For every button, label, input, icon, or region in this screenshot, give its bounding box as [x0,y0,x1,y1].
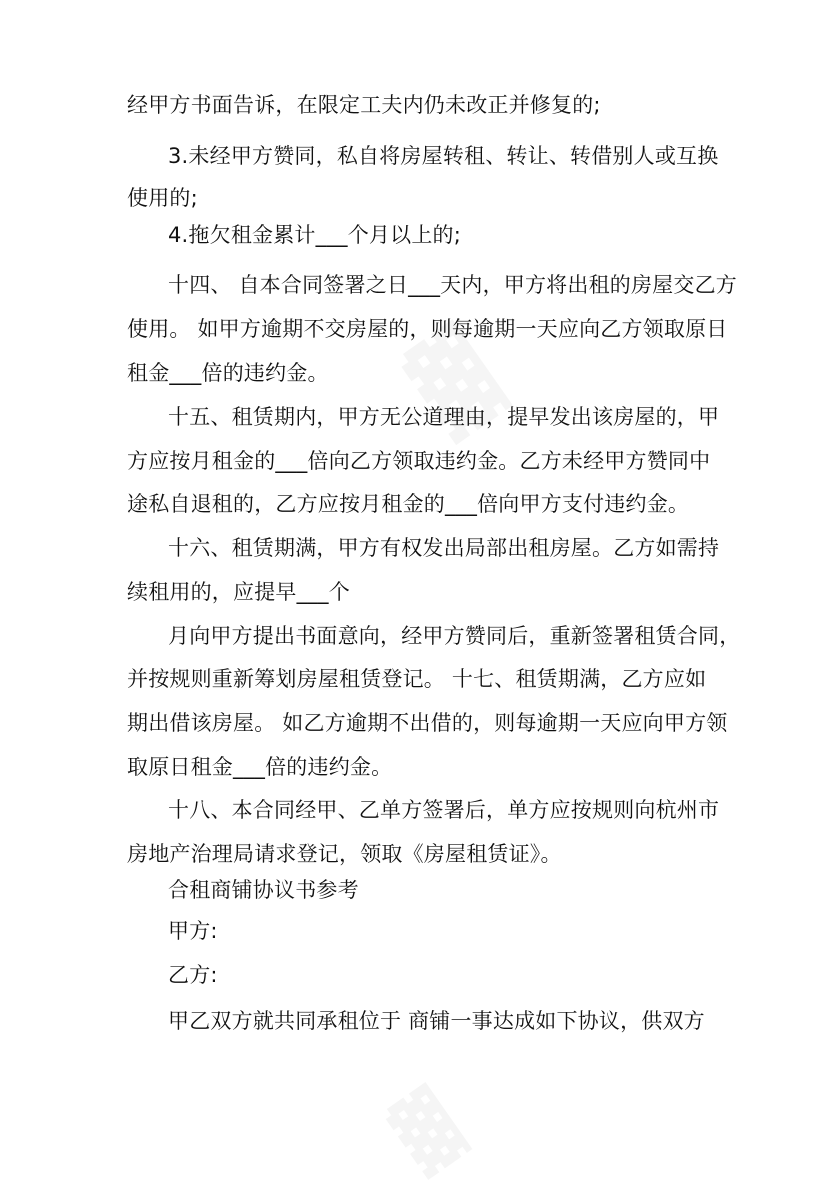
text-line: 经甲方书面告诉，在限定工夫内仍未改正并修复的; [127,93,601,117]
watermark: ▓ [381,1081,473,1180]
text-line: 方应按月租金的___倍向乙方领取违约金。乙方未经甲方赞同中 [127,449,711,473]
text-line: 3.未经甲方赞同，私自将房屋转租、转让、转借别人或互换 [168,144,719,168]
text-line: 甲乙双方就共同承租位于 商铺一事达成如下协议，供双方 [168,1009,705,1033]
party-a-label: 甲方: [168,919,218,943]
text-line: 并按规则重新筹划房屋租赁登记。 十七、租赁期满，乙方应如 [127,667,707,691]
text-line: 4.拖欠租金累计___个月以上的; [168,223,462,247]
text-line: 续租用的，应提早___个 [127,580,350,604]
text-line: 十六、租赁期满，甲方有权发出局部出租房屋。乙方如需持 [168,536,720,560]
text-line: 途私自退租的，乙方应按月租金的___倍向甲方支付违约金。 [127,492,690,516]
text-line: 租金___倍的违约金。 [127,361,329,385]
text-line: 月向甲方提出书面意向，经甲方赞同后，重新签署租赁合同， [168,624,741,648]
text-line: 十四、 自本合同签署之日___天内，甲方将出租的房屋交乙方 [168,273,737,297]
text-line: 使用。 如甲方逾期不交房屋的，则每逾期一天应向乙方领取原日 [127,317,728,341]
text-line: 房地产治理局请求登记，领取《房屋租赁证》。 [127,842,562,866]
text-line: 使用的; [127,186,198,210]
section-heading: 合租商铺协议书参考 [168,878,359,902]
party-b-label: 乙方: [168,963,218,987]
watermark: ▓ [396,319,514,446]
text-line: 十八、本合同经甲、乙单方签署后，单方应按规则向杭州市 [168,798,720,822]
text-line: 十五、租赁期内，甲方无公道理由，提早发出该房屋的，甲 [168,405,720,429]
text-line: 期出借该房屋。 如乙方逾期不出借的，则每逾期一天应向甲方领 [127,711,728,735]
text-line: 取原日租金___倍的违约金。 [127,755,393,779]
